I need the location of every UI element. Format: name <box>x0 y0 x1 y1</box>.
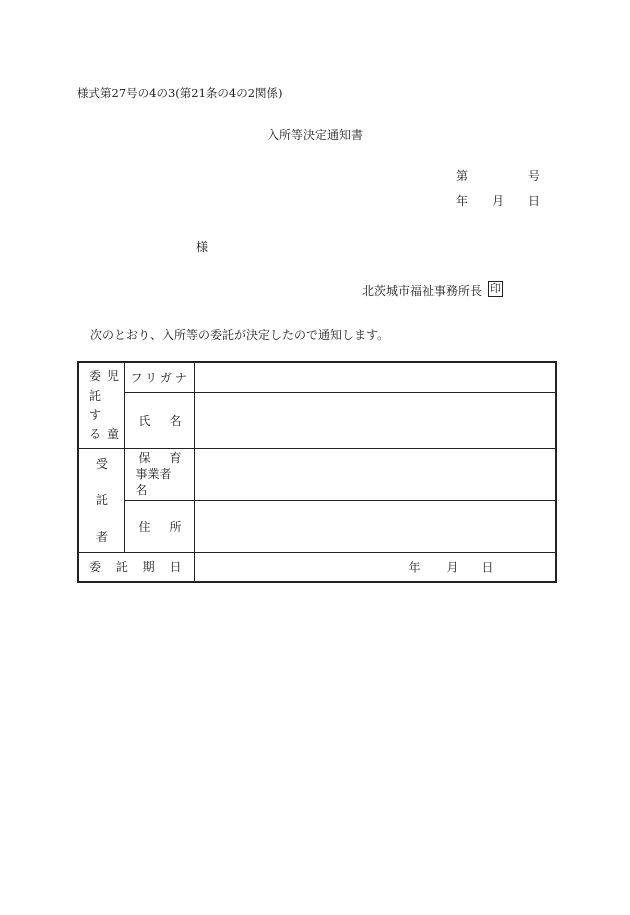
date-year: 年 <box>456 194 469 208</box>
child-header-char: す <box>89 407 102 422</box>
consignee-header-cell <box>78 448 124 552</box>
provider-input-cell[interactable] <box>194 448 556 500</box>
child-header-char: 委 <box>89 369 102 384</box>
furigana-label-cell <box>124 362 194 392</box>
provider-label-cell <box>124 448 194 500</box>
address-label-char: 所 <box>169 519 182 534</box>
consignee-char: 受 <box>95 456 108 471</box>
period-day: 日 <box>481 560 494 575</box>
date-day: 日 <box>527 194 540 208</box>
child-header-char: 童 <box>107 427 120 442</box>
notice-table <box>77 361 557 583</box>
period-label-cell <box>78 552 194 582</box>
issuer-name: 北茨城市福祉事務所長 <box>362 284 483 298</box>
intro-text: 次のとおり、入所等の委託が決定したので通知します。 <box>90 328 390 342</box>
provider-label-line: 事業者名 <box>135 467 172 497</box>
child-header-col-b <box>107 369 119 441</box>
address-label-cell <box>124 500 194 552</box>
child-header-col-a <box>89 369 101 441</box>
period-label-char: 委 <box>89 560 102 575</box>
furigana-input-cell[interactable] <box>194 362 556 392</box>
period-date-cell[interactable] <box>194 552 556 582</box>
issue-date <box>456 192 540 209</box>
provider-label-char: 育 <box>169 451 182 465</box>
consignee-header <box>79 455 125 545</box>
date-month: 月 <box>491 194 504 208</box>
document-number <box>456 167 540 184</box>
child-header-char: 託 <box>89 388 102 403</box>
furigana-label: フリガナ <box>130 370 190 385</box>
name-input-cell[interactable] <box>194 392 556 448</box>
child-header-char: る <box>89 427 102 442</box>
address-label-char: 住 <box>138 519 151 534</box>
address-input-cell[interactable] <box>194 500 556 552</box>
name-label-cell <box>124 392 194 448</box>
form-identifier: 様式第27号の4の3(第21条の4の2関係) <box>77 86 283 100</box>
period-label-char: 託 <box>115 560 128 575</box>
period-year: 年 <box>408 560 421 575</box>
number-suffix: 号 <box>527 169 540 183</box>
seal-mark: 印 <box>490 282 501 295</box>
period-label-char: 日 <box>169 560 182 575</box>
child-header-cell <box>78 362 124 448</box>
consignee-char: 託 <box>95 493 108 507</box>
document-title: 入所等決定通知書 <box>266 128 363 142</box>
period-label-char: 期 <box>142 560 155 575</box>
period-month: 月 <box>446 560 459 575</box>
recipient-honorific: 様 <box>196 240 209 254</box>
consignee-char: 者 <box>95 529 108 544</box>
child-header-char: 児 <box>107 369 120 384</box>
name-label-char: 名 <box>169 413 182 428</box>
provider-label-char: 保 <box>138 451 151 465</box>
name-label-char: 氏 <box>138 413 151 428</box>
number-prefix: 第 <box>456 169 469 183</box>
